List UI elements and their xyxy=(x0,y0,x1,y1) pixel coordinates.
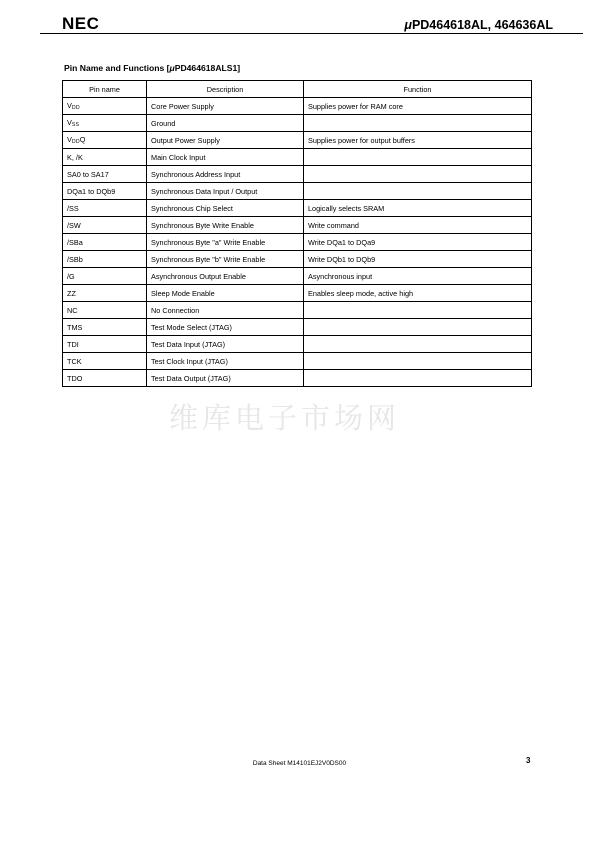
function-cell xyxy=(304,336,532,353)
mu-symbol: μ xyxy=(404,18,412,32)
function-cell: Logically selects SRAM xyxy=(304,200,532,217)
pin-name-cell xyxy=(63,115,147,132)
pin-name-cell xyxy=(63,370,147,387)
pin-name: /SW xyxy=(67,220,81,230)
pin-name-cell xyxy=(63,285,147,302)
pin-name: V xyxy=(67,101,72,110)
function-cell xyxy=(304,149,532,166)
table-row xyxy=(63,149,532,166)
function-cell: Write DQa1 to DQa9 xyxy=(304,234,532,251)
table-row xyxy=(63,370,532,387)
pin-name: NC xyxy=(67,305,78,315)
page-number: 3 xyxy=(526,756,531,765)
pin-name: TMS xyxy=(67,322,83,332)
section-title-suffix: PD464618ALS1] xyxy=(174,63,241,73)
description-cell: Ground xyxy=(147,115,304,132)
description-cell: Sleep Mode Enable xyxy=(147,285,304,302)
description-cell: No Connection xyxy=(147,302,304,319)
pin-name-cell xyxy=(63,319,147,336)
table-row xyxy=(63,319,532,336)
function-cell xyxy=(304,353,532,370)
pin-name-cell xyxy=(63,149,147,166)
function-cell: Supplies power for output buffers xyxy=(304,132,532,149)
description-cell: Test Data Input (JTAG) xyxy=(147,336,304,353)
pin-name: /SS xyxy=(67,203,79,213)
description-cell: Asynchronous Output Enable xyxy=(147,268,304,285)
description-cell: Synchronous Byte "b" Write Enable xyxy=(147,251,304,268)
pin-name: DQa1 to DQb9 xyxy=(67,186,116,196)
table-row xyxy=(63,234,532,251)
pin-name-subscript: DD xyxy=(71,105,80,111)
column-header-function: Function xyxy=(304,81,532,98)
pin-name-cell xyxy=(63,268,147,285)
pin-name: K, /K xyxy=(67,152,83,162)
table-row xyxy=(63,353,532,370)
table-row xyxy=(63,132,532,149)
function-cell xyxy=(304,319,532,336)
pin-name-cell xyxy=(63,251,147,268)
table-row xyxy=(63,336,532,353)
table-row xyxy=(63,217,532,234)
table-body xyxy=(63,98,532,387)
function-cell xyxy=(304,115,532,132)
table-row xyxy=(63,302,532,319)
description-cell: Synchronous Chip Select xyxy=(147,200,304,217)
function-cell: Supplies power for RAM core xyxy=(304,98,532,115)
pin-function-table xyxy=(62,80,532,387)
pin-name-cell xyxy=(63,234,147,251)
pin-name: V xyxy=(67,135,72,144)
pin-name: TDI xyxy=(67,339,79,349)
function-cell xyxy=(304,370,532,387)
pin-name: SA0 to SA17 xyxy=(67,169,109,179)
table-row xyxy=(63,115,532,132)
mu-symbol: μ xyxy=(169,63,175,73)
table-row xyxy=(63,183,532,200)
pin-name-cell xyxy=(63,98,147,115)
column-header-pin-name: Pin name xyxy=(63,81,147,98)
pin-name-cell xyxy=(63,336,147,353)
function-cell: Asynchronous input xyxy=(304,268,532,285)
pin-name: V xyxy=(67,118,72,127)
document-title xyxy=(404,18,553,32)
table-row xyxy=(63,98,532,115)
pin-name: /SBa xyxy=(67,237,83,247)
pin-name-cell xyxy=(63,132,147,149)
pin-name-subscript: SS xyxy=(71,122,80,128)
table-header-row xyxy=(63,81,532,98)
description-cell: Synchronous Byte "a" Write Enable xyxy=(147,234,304,251)
pin-name-cell xyxy=(63,217,147,234)
table-row xyxy=(63,251,532,268)
pin-name-cell xyxy=(63,353,147,370)
pin-name-suffix: Q xyxy=(79,135,86,144)
pin-name: TDO xyxy=(67,373,83,383)
description-cell: Synchronous Data Input / Output xyxy=(147,183,304,200)
pin-name-cell xyxy=(63,166,147,183)
description-cell: Synchronous Byte Write Enable xyxy=(147,217,304,234)
part-numbers: PD464618AL, 464636AL xyxy=(411,18,553,32)
pin-name: /G xyxy=(67,271,75,281)
description-cell: Test Data Output (JTAG) xyxy=(147,370,304,387)
description-cell: Synchronous Address Input xyxy=(147,166,304,183)
function-cell xyxy=(304,183,532,200)
pin-name: ZZ xyxy=(67,288,76,298)
table-row xyxy=(63,268,532,285)
header-divider xyxy=(40,33,583,34)
function-cell: Enables sleep mode, active high xyxy=(304,285,532,302)
function-cell: Write DQb1 to DQb9 xyxy=(304,251,532,268)
pin-name-cell xyxy=(63,200,147,217)
pin-name-subscript: DD xyxy=(71,139,80,145)
table-row xyxy=(63,285,532,302)
column-header-description: Description xyxy=(147,81,304,98)
nec-logo: NEC xyxy=(62,14,100,33)
watermark: 维库电子市场网 xyxy=(169,401,401,435)
function-cell xyxy=(304,166,532,183)
section-title-prefix: Pin Name and Functions [ xyxy=(64,63,170,73)
section-title xyxy=(64,63,240,73)
table-row xyxy=(63,166,532,183)
description-cell: Main Clock Input xyxy=(147,149,304,166)
pin-name-cell xyxy=(63,183,147,200)
function-cell xyxy=(304,302,532,319)
description-cell: Core Power Supply xyxy=(147,98,304,115)
pin-name: /SBb xyxy=(67,254,83,264)
description-cell: Test Clock Input (JTAG) xyxy=(147,353,304,370)
pin-name-cell xyxy=(63,302,147,319)
description-cell: Output Power Supply xyxy=(147,132,304,149)
table-row xyxy=(63,200,532,217)
datasheet-footer: Data Sheet M14101EJ2V0DS00 xyxy=(252,760,347,767)
pin-name: TCK xyxy=(67,356,82,366)
function-cell: Write command xyxy=(304,217,532,234)
description-cell: Test Mode Select (JTAG) xyxy=(147,319,304,336)
